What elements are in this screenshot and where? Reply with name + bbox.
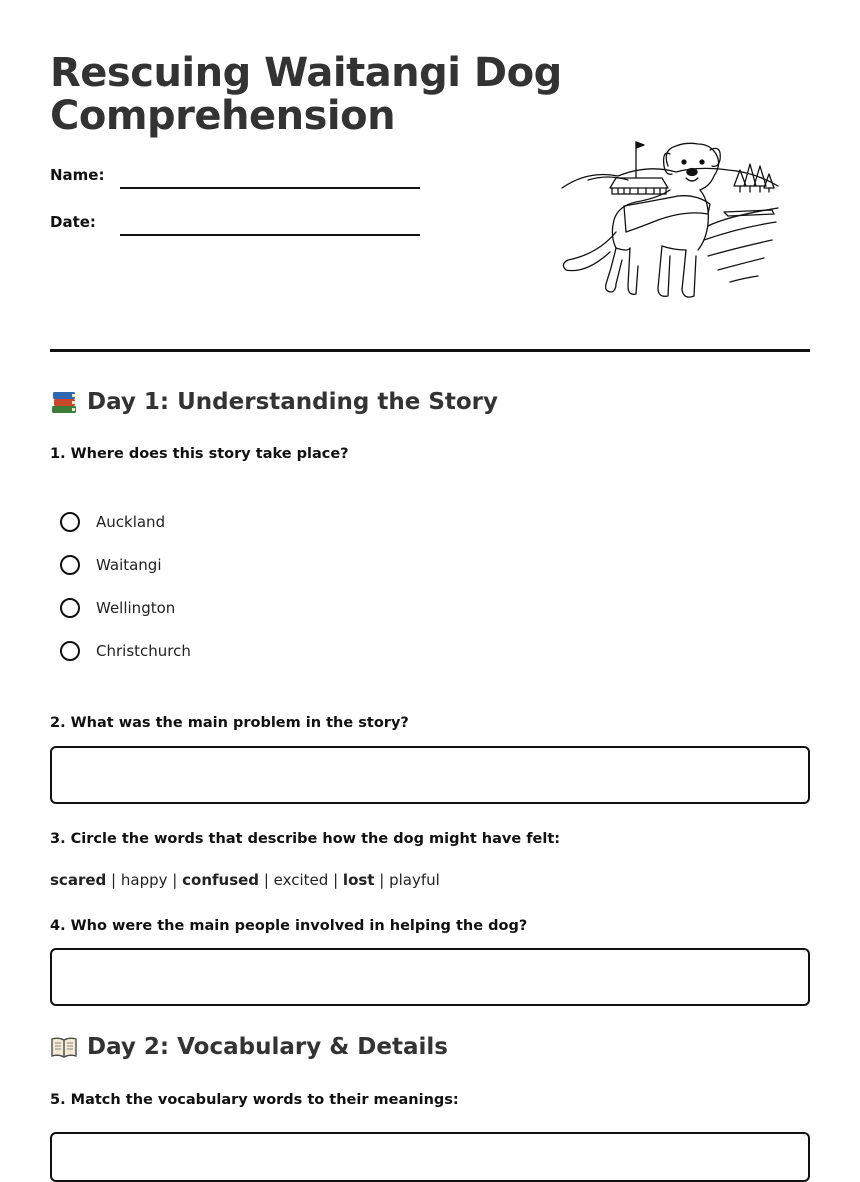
option-christchurch[interactable]: [60, 638, 191, 664]
word-separator: |: [111, 871, 117, 889]
day2-heading: [50, 1034, 448, 1060]
option-wellington[interactable]: [60, 595, 175, 621]
word-option[interactable]: lost: [342, 871, 375, 889]
radio-button[interactable]: [60, 555, 80, 575]
option-label: Wellington: [96, 599, 176, 617]
radio-button[interactable]: [60, 512, 80, 532]
option-label: Waitangi: [96, 556, 162, 574]
name-field[interactable]: [120, 187, 420, 189]
word-option[interactable]: scared: [50, 871, 107, 889]
name-label: Name:: [50, 166, 105, 184]
worksheet-title: Rescuing Waitangi Dog Comprehension: [50, 50, 562, 139]
word-separator: |: [263, 871, 269, 889]
option-waitangi[interactable]: [60, 552, 162, 578]
books-icon: [50, 389, 78, 415]
option-auckland[interactable]: [60, 509, 165, 535]
word-separator: |: [379, 871, 385, 889]
header-divider: [50, 349, 810, 352]
question-4: 4. Who were the main people involved in helping the dog?: [50, 918, 528, 934]
date-label: Date:: [50, 213, 96, 231]
answer-box-q2[interactable]: [50, 746, 810, 804]
open-book-icon: [50, 1034, 78, 1060]
answer-box-q5[interactable]: [50, 1132, 810, 1182]
day1-heading-text: Day 1: Understanding the Story: [87, 389, 499, 415]
option-label: Christchurch: [96, 642, 191, 660]
word-option[interactable]: excited: [273, 871, 329, 889]
word-separator: |: [172, 871, 178, 889]
word-separator: |: [333, 871, 339, 889]
feelings-word-list: [50, 871, 440, 889]
radio-button[interactable]: [60, 641, 80, 661]
date-field[interactable]: [120, 234, 420, 236]
question-3: 3. Circle the words that describe how the dog might have felt:: [50, 831, 561, 847]
word-option[interactable]: confused: [182, 871, 260, 889]
question-2: 2. What was the main problem in the story?: [50, 715, 409, 731]
dog-waitangi-illustration: [558, 136, 782, 306]
question-1: 1. Where does this story take place?: [50, 446, 349, 462]
word-option[interactable]: playful: [389, 871, 440, 889]
answer-box-q4[interactable]: [50, 948, 810, 1006]
word-option[interactable]: happy: [120, 871, 168, 889]
radio-button[interactable]: [60, 598, 80, 618]
day1-heading: [50, 389, 498, 415]
question-5: 5. Match the vocabulary words to their meanings:: [50, 1092, 459, 1108]
option-label: Auckland: [96, 513, 166, 531]
day2-heading-text: Day 2: Vocabulary & Details: [87, 1034, 448, 1060]
